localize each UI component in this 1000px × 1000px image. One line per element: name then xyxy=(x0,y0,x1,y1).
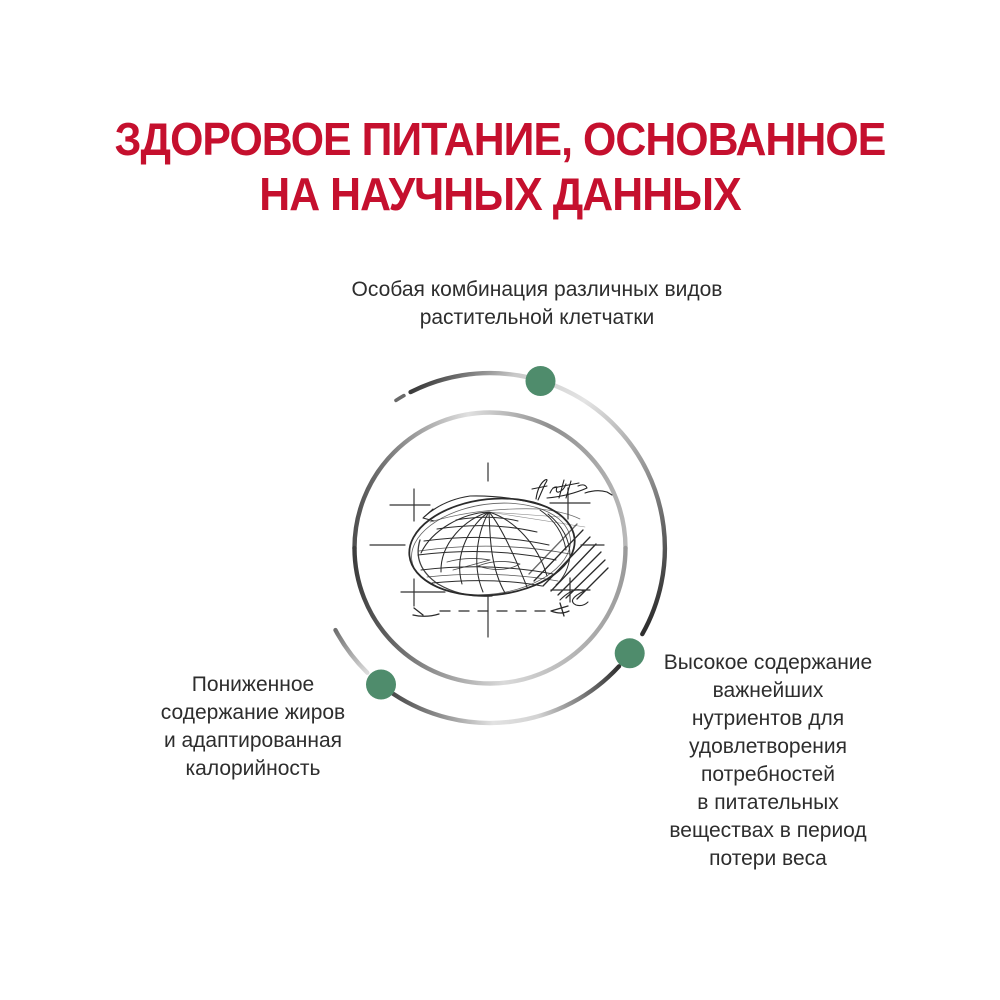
callout-dot-right xyxy=(615,638,645,668)
callout-line: потребностей xyxy=(701,763,835,786)
outer-arc-bottom xyxy=(393,666,619,723)
callout-line: растительной клетчатки xyxy=(419,306,655,329)
page-title-line2: НА НАУЧНЫХ ДАННЫХ xyxy=(259,168,741,220)
callout-line: в питательных xyxy=(697,791,839,814)
callout-line: удовлетворения xyxy=(689,735,847,758)
outer-arc-left-short xyxy=(336,630,368,673)
callout-line: содержание жиров xyxy=(160,701,346,724)
outer-arc-dash xyxy=(396,396,404,401)
callout-dot-left xyxy=(366,670,396,700)
page-title-line1: ЗДОРОВОЕ ПИТАНИЕ, ОСНОВАННОЕ xyxy=(114,113,886,165)
callout-line: важнейших xyxy=(712,679,824,702)
callout-line: Особая комбинация различных видов xyxy=(351,278,723,301)
callout-line: Высокое содержание xyxy=(663,651,873,674)
callout-line: калорийность xyxy=(185,757,321,780)
callout-line: и адаптированная xyxy=(163,729,343,752)
callout-line: Пониженное xyxy=(191,673,315,696)
callout-dot-top xyxy=(526,366,556,396)
kibble-sketch xyxy=(370,463,612,637)
callout-line: веществах в период xyxy=(669,819,867,842)
callout-line: нутриентов для xyxy=(691,707,845,730)
callout-line: потери веса xyxy=(709,847,827,870)
inner-ring xyxy=(355,413,626,684)
